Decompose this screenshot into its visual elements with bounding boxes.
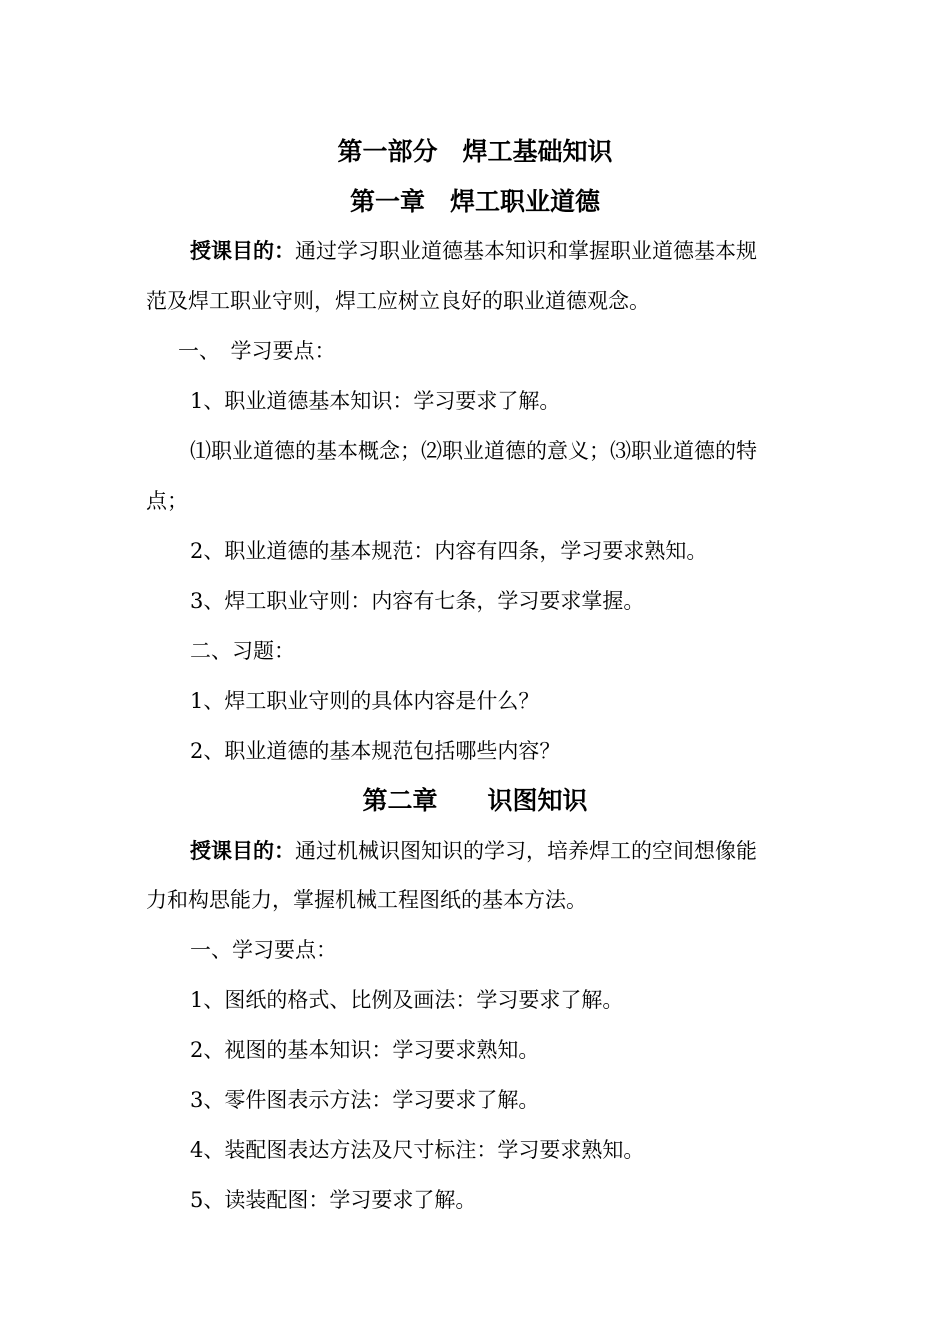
chapter1-item-3: 3、焊工职业守则：内容有七条，学习要求掌握。 bbox=[190, 589, 645, 613]
chapter2-item-4: 4、装配图表达方法及尺寸标注：学习要求熟知。 bbox=[190, 1138, 645, 1162]
chapter1-item-1-detail-1: ⑴职业道德的基本概念；⑵职业道德的意义；⑶职业道德的特 bbox=[190, 439, 757, 463]
chapter1-section2-heading: 二、习题： bbox=[190, 639, 295, 663]
chapter1-exercise-2: 2、职业道德的基本规范包括哪些内容？ bbox=[190, 739, 561, 763]
chapter2-item-3: 3、零件图表示方法：学习要求了解。 bbox=[190, 1088, 540, 1112]
chapter2-purpose-text-1: 通过机械识图知识的学习，培养焊工的空间想像能 bbox=[295, 839, 757, 863]
chapter1-purpose-line-1 bbox=[190, 236, 757, 266]
part-title: 第一部分 焊工基础知识 bbox=[337, 137, 613, 166]
chapter1-section1-heading: 一、 学习要点： bbox=[178, 339, 336, 363]
chapter1-title: 第一章 焊工职业道德 bbox=[349, 187, 600, 216]
chapter2-section1-heading: 一、学习要点： bbox=[190, 938, 337, 962]
chapter2-purpose-line-1 bbox=[190, 836, 757, 866]
chapter2-item-5: 5、读装配图：学习要求了解。 bbox=[190, 1188, 477, 1212]
chapter2-item-2: 2、视图的基本知识：学习要求熟知。 bbox=[190, 1038, 540, 1062]
chapter1-purpose-line-2: 范及焊工职业守则，焊工应树立良好的职业道德观念。 bbox=[146, 289, 650, 313]
chapter1-purpose-label: 授课目的： bbox=[190, 239, 295, 263]
chapter2-purpose-label: 授课目的： bbox=[190, 839, 295, 863]
chapter1-purpose-text-1: 通过学习职业道德基本知识和掌握职业道德基本规 bbox=[295, 239, 757, 263]
chapter1-item-2: 2、职业道德的基本规范：内容有四条，学习要求熟知。 bbox=[190, 539, 708, 563]
chapter2-title: 第二章 识图知识 bbox=[362, 786, 588, 815]
chapter1-item-1: 1、职业道德基本知识：学习要求了解。 bbox=[190, 389, 561, 413]
chapter1-exercise-1: 1、焊工职业守则的具体内容是什么？ bbox=[190, 689, 540, 713]
chapter2-purpose-line-2: 力和构思能力，掌握机械工程图纸的基本方法。 bbox=[146, 888, 587, 912]
chapter2-item-1: 1、图纸的格式、比例及画法：学习要求了解。 bbox=[190, 988, 624, 1012]
chapter1-item-1-detail-2: 点； bbox=[146, 489, 188, 513]
